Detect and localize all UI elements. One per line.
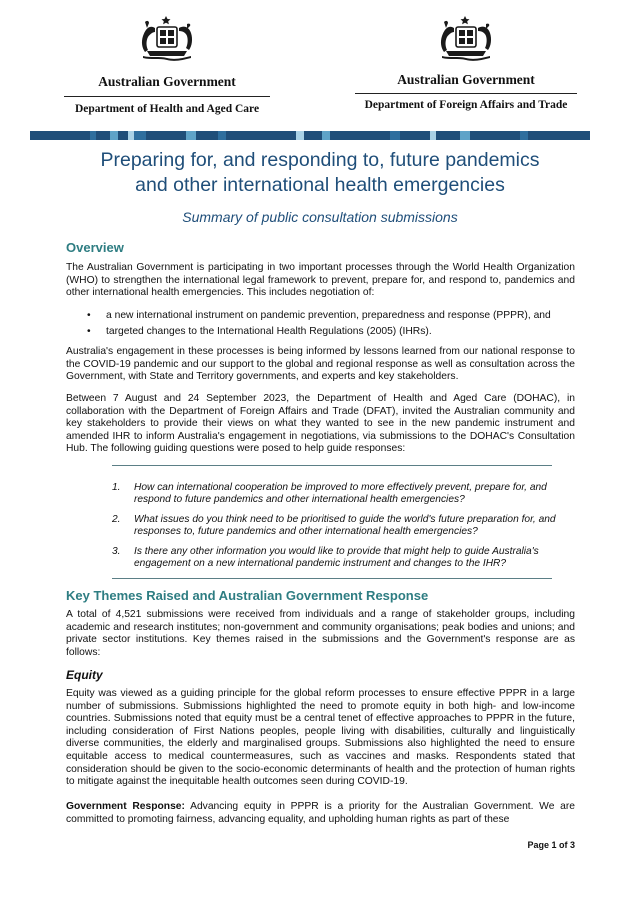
stripe-segment — [460, 131, 470, 140]
question-item — [112, 514, 562, 539]
overview-bullets — [80, 310, 575, 338]
health-logo-block — [64, 14, 270, 115]
stripe-segment — [470, 131, 520, 140]
stripe-segment — [436, 131, 460, 140]
title-line-2: and other international health emergencies — [135, 174, 505, 196]
stripe-segment — [134, 131, 146, 140]
government-response-paragraph — [66, 801, 575, 826]
stripe-segment — [30, 131, 90, 140]
stripe-segment — [186, 131, 196, 140]
stripe-segment — [146, 131, 186, 140]
stripe-segment — [218, 131, 226, 140]
government-name: Australian Government — [397, 72, 535, 87]
bullet-icon: • — [87, 310, 91, 321]
question-item — [112, 482, 562, 507]
stripe-segment — [520, 131, 528, 140]
stripe-segment — [330, 131, 390, 140]
stripe-segment — [118, 131, 128, 140]
question-item — [112, 546, 562, 571]
key-themes-heading: Key Themes Raised and Australian Government Response — [66, 588, 429, 603]
bullet-text: targeted changes to the International Health Regulations (2005) (IHRs). — [106, 325, 432, 337]
header-divider — [355, 93, 577, 94]
question-number: 2. — [112, 513, 121, 525]
bullet-icon: • — [87, 325, 91, 337]
stripe-segment — [96, 131, 110, 140]
department-name: Department of Health and Aged Care — [74, 103, 260, 115]
document-subtitle: Summary of public consultation submissions — [182, 209, 458, 225]
stripe-segment — [400, 131, 430, 140]
question-number: 3. — [112, 545, 121, 557]
overview-paragraph-3: Between 7 August and 24 September 2023, the Department of Health and Aged Care (DOHAC), in collaboration with the Department of Foreign Affairs and Trade (DFAT), invited the Australian community and key stakeholders to provide their views on what they wanted to see in the new pandemic instrument and amended IHR to inform Australia's engagement in negotiations, via submissions to the DOHAC's Consultation Hub. The following guiding questions were posed to help guide responses: — [66, 393, 575, 455]
stripe-segment — [322, 131, 330, 140]
title-line-1: Preparing for, and responding to, future pandemics — [100, 149, 540, 171]
list-item — [80, 310, 575, 323]
decorative-stripe — [30, 131, 610, 140]
equity-paragraph: Equity was viewed as a guiding principle for the global reform processes to ensure effective PPPR in a large number of submissions. Submissions highlighted the need to promote equity in both high- and low-income countries. Submissions noted that equity must be a central tenet of effective approaches to PPPR in the future, including consideration of First Nations peoples, people living with disabilities, culturally and linguistically diverse communities, the elderly and marginalised groups. Submissions also highlighted the need to ensure equitable access to medical countermeasures, such as vaccines and masks. Respondents stated that consideration should be given to the socio-economic determinants of health and the protection of human rights to mitigate against the inequitable health outcomes seen during COVID-19. — [66, 688, 575, 788]
response-text: Advancing equity in PPPR is a priority for the Australian Government. We are committed to promoting fairness, advancing equality, and upholding human rights as part of these — [66, 801, 575, 825]
stripe-segment — [296, 131, 304, 140]
coat-of-arms-icon — [434, 14, 498, 62]
question-text: What issues do you think need to be prioritised to guide the world's future preparation for, and responses to, future pandemics and other international health emergencies? — [134, 513, 556, 538]
list-item — [80, 326, 575, 339]
equity-heading: Equity — [66, 668, 103, 682]
stripe-segment — [304, 131, 322, 140]
response-label: Government Response: — [66, 801, 185, 812]
question-number: 1. — [112, 482, 121, 493]
key-themes-paragraph: A total of 4,521 submissions were received from individuals and a range of stakeholder groups, including academic and research institutes; non-government and community organisations; peak bodies and unions; and private sector institutions. Key themes raised in the submissions and the Government's response are as follows: — [66, 609, 575, 658]
question-text: How can international cooperation be improved to more effectively prevent, prepare for, and respond to future pandemics and other international health emergencies? — [134, 482, 547, 506]
stripe-segment — [196, 131, 218, 140]
questions-top-rule — [112, 465, 552, 466]
question-text: Is there any other information you would like to provide that might help to guide Australia's engagement on a new international pandemic instrument and changes to the IHR? — [134, 545, 539, 570]
overview-paragraph-2: Australia's engagement in these processes is being informed by lessons learned from our national response to the COVID-19 pandemic and our support to the global and regional response as well as consultation across the Government, with State and Territory governments, and experts and key stakeholders. — [66, 346, 575, 383]
department-name: Department of Foreign Affairs and Trade — [364, 99, 568, 111]
overview-paragraph-1: The Australian Government is participating in two important processes through the World Health Organization (WHO) to strengthen the international legal framework to prevent, prepare for, and respond to, pandemics and other international health emergencies. This includes negotiation of: — [66, 262, 575, 299]
bullet-text: a new international instrument on pandemic prevention, preparedness and response (PPPR), and — [106, 310, 551, 321]
questions-bottom-rule — [112, 578, 552, 579]
guiding-questions — [112, 482, 562, 577]
coat-of-arms-icon — [135, 14, 199, 62]
stripe-segment — [226, 131, 296, 140]
stripe-segment — [528, 131, 590, 140]
stripe-segment — [110, 131, 118, 140]
government-name: Australian Government — [98, 74, 236, 89]
document-title — [40, 148, 600, 198]
stripe-segment — [390, 131, 400, 140]
page-number: Page 1 of 3 — [527, 840, 575, 850]
dfat-logo-block — [355, 14, 577, 111]
overview-heading: Overview — [66, 240, 124, 255]
header-divider — [64, 96, 270, 97]
